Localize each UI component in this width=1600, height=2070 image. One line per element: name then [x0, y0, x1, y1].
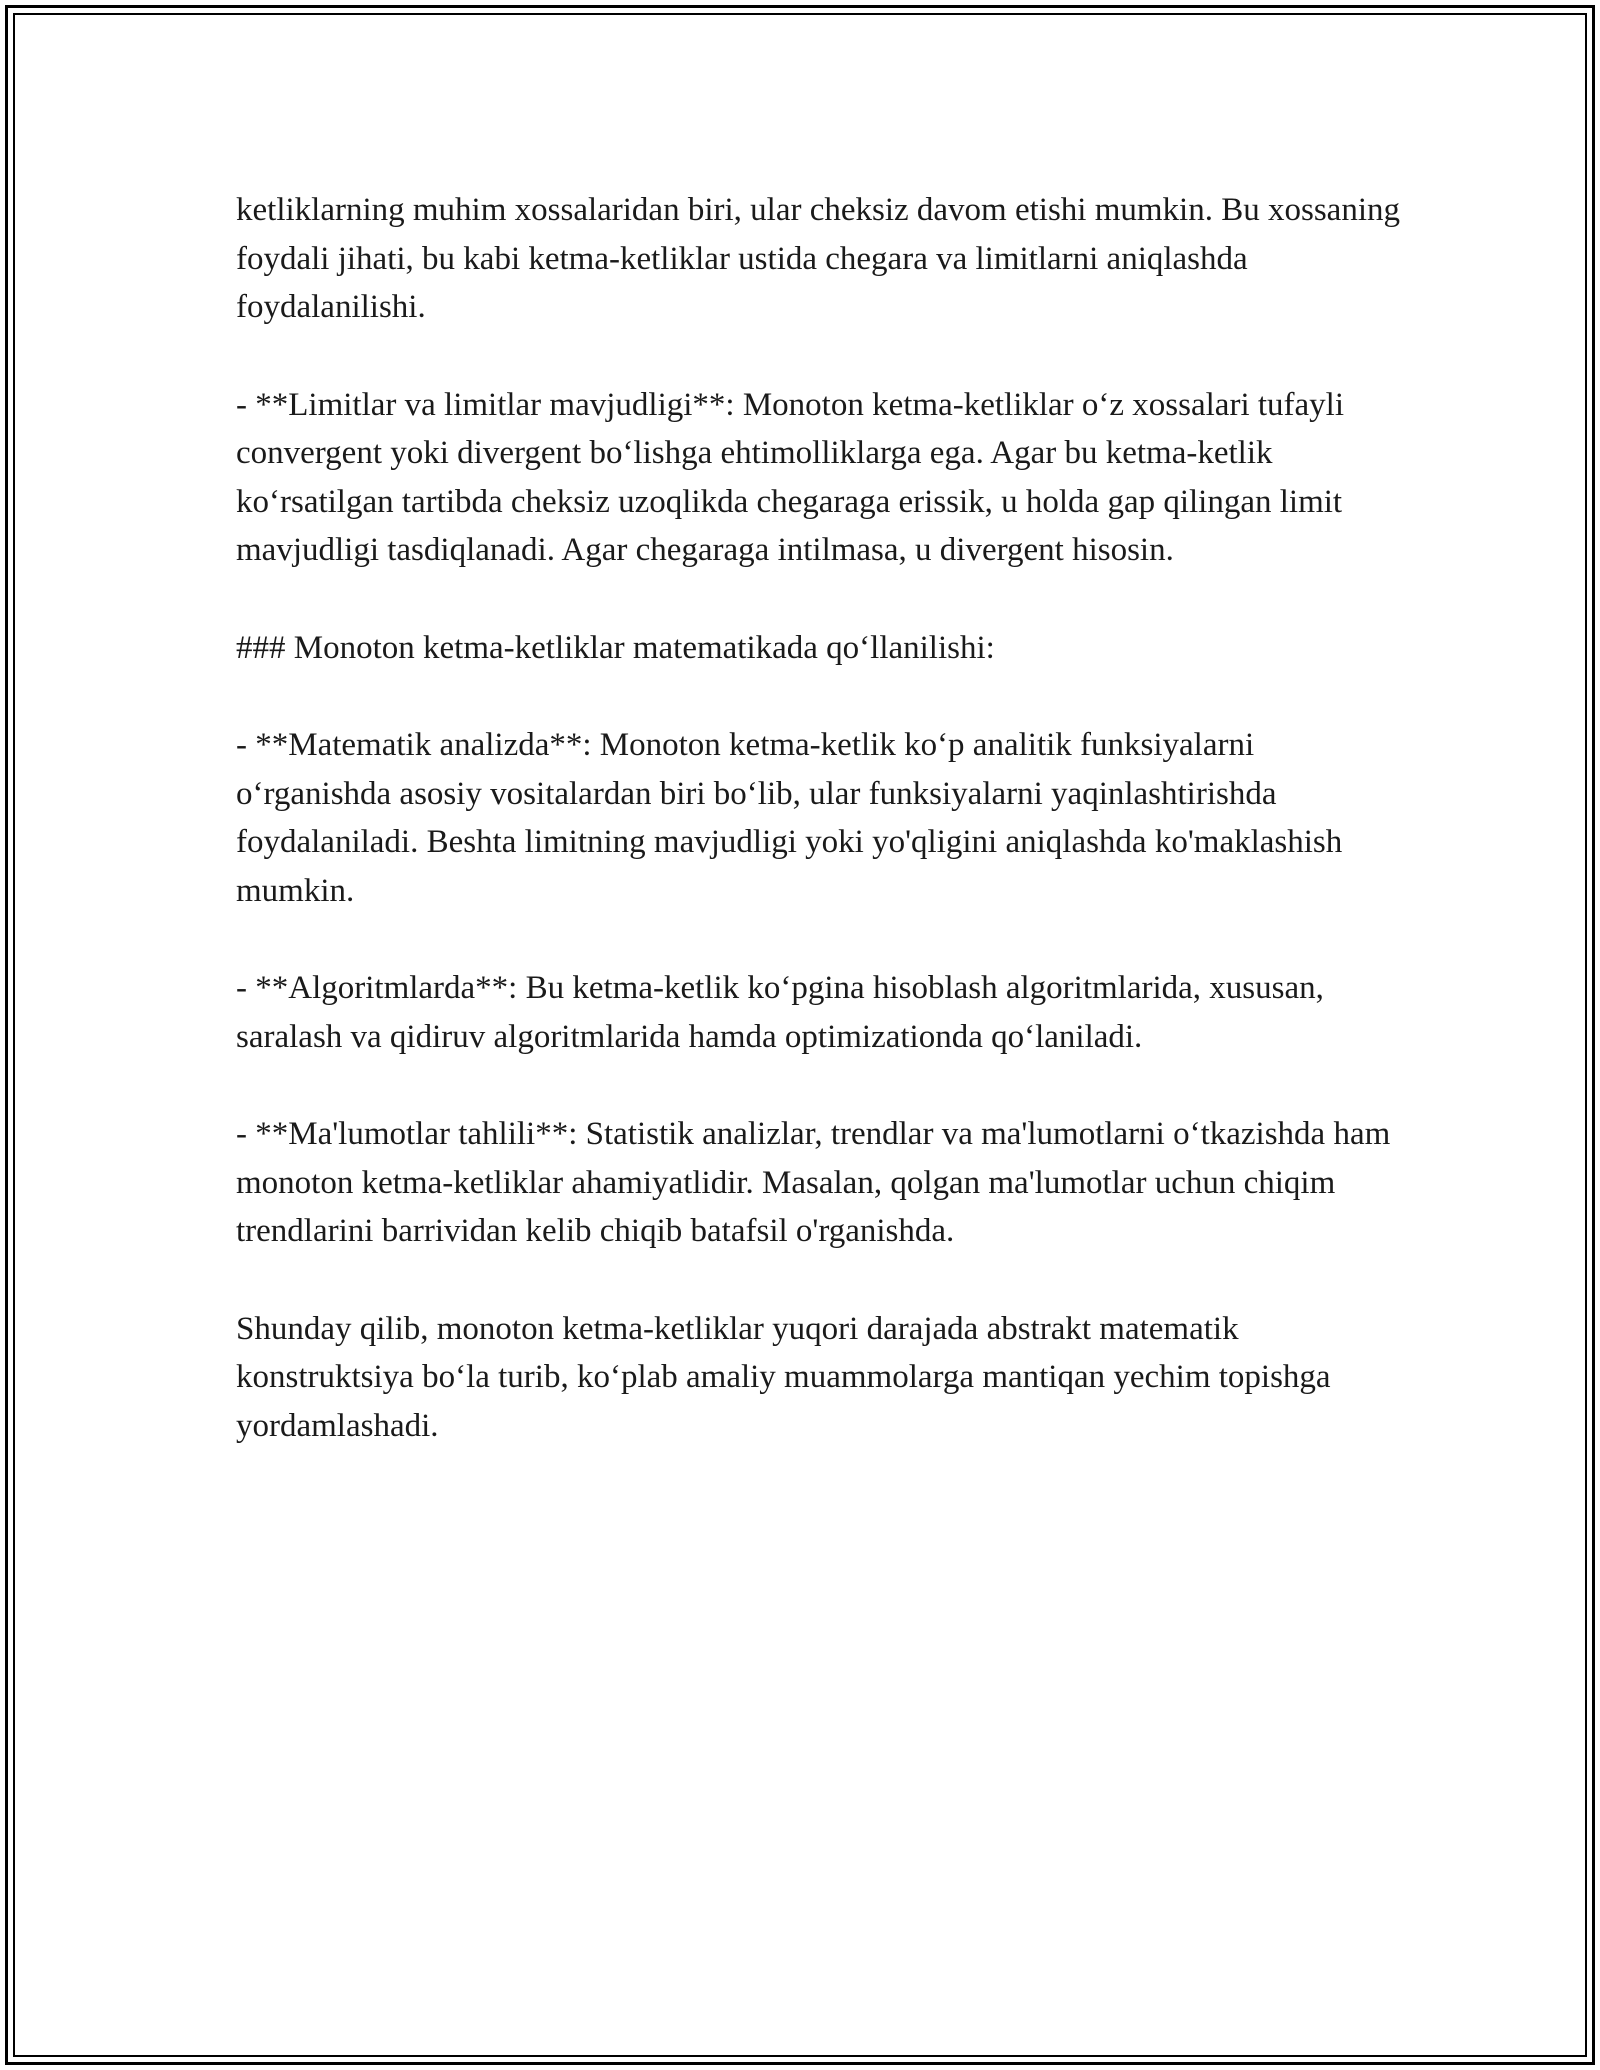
paragraph-conclusion: Shunday qilib, monoton ketma-ketliklar yuqori darajada abstrakt matematik konstruktsiya bo‘la turib, ko‘plab amaliy muammolarga mantiqan yechim topishga yordamlashadi.: [236, 1310, 1331, 1444]
document-body: [236, 186, 1416, 1450]
paragraph-limits: - **Limitlar va limitlar mavjudligi**: Monoton ketma-ketliklar o‘z xossalari tufayli convergent yoki divergent bo‘lishga ehtimolliklarga ega. Agar bu ketma-ketlik ko‘rsatilgan tartibda cheksiz uzoqlikda chegaraga erissik, u holda gap qilingan limit mavjudligi tasdiqlanadi. Agar chegaraga intilmasa, u divergent hisosin.: [236, 386, 1344, 568]
paragraph-algorithms: - **Algoritmlarda**: Bu ketma-ketlik ko‘pgina hisoblash algoritmlarida, xususan, saralash va qidiruv algoritmlarida hamda optimizationda qo‘laniladi.: [236, 970, 1324, 1055]
paragraph-intro: ketliklarning muhim xossalaridan biri, ular cheksiz davom etishi mumkin. Bu xossaning foydali jihati, bu kabi ketma-ketliklar ustida chegara va limitlarni aniqlashda foydalanilishi.: [236, 192, 1400, 325]
paragraph-data-analysis: - **Ma'lumotlar tahlili**: Statistik analizlar, trendlar va ma'lumotlarni o‘tkazishda ham monoton ketma-ketliklar ahamiyatlidir. Masalan, qolgan ma'lumotlar uchun chiqim trendlarini barrividan kelib chiqib batafsil o'rganishda.: [236, 1116, 1391, 1249]
section-heading: ### Monoton ketma-ketliklar matematikada qo‘llanilishi:: [236, 629, 995, 666]
paragraph-analysis: - **Matematik analizda**: Monoton ketma-ketlik ko‘p analitik funksiyalarni o‘rganishda asosiy vositalardan biri bo‘lib, ular funksiyalarni yaqinlashtirishda foydalaniladi. Beshta limitning mavjudligi yoki yo'qligini aniqlashda ko'maklashish mumkin.: [236, 727, 1343, 909]
